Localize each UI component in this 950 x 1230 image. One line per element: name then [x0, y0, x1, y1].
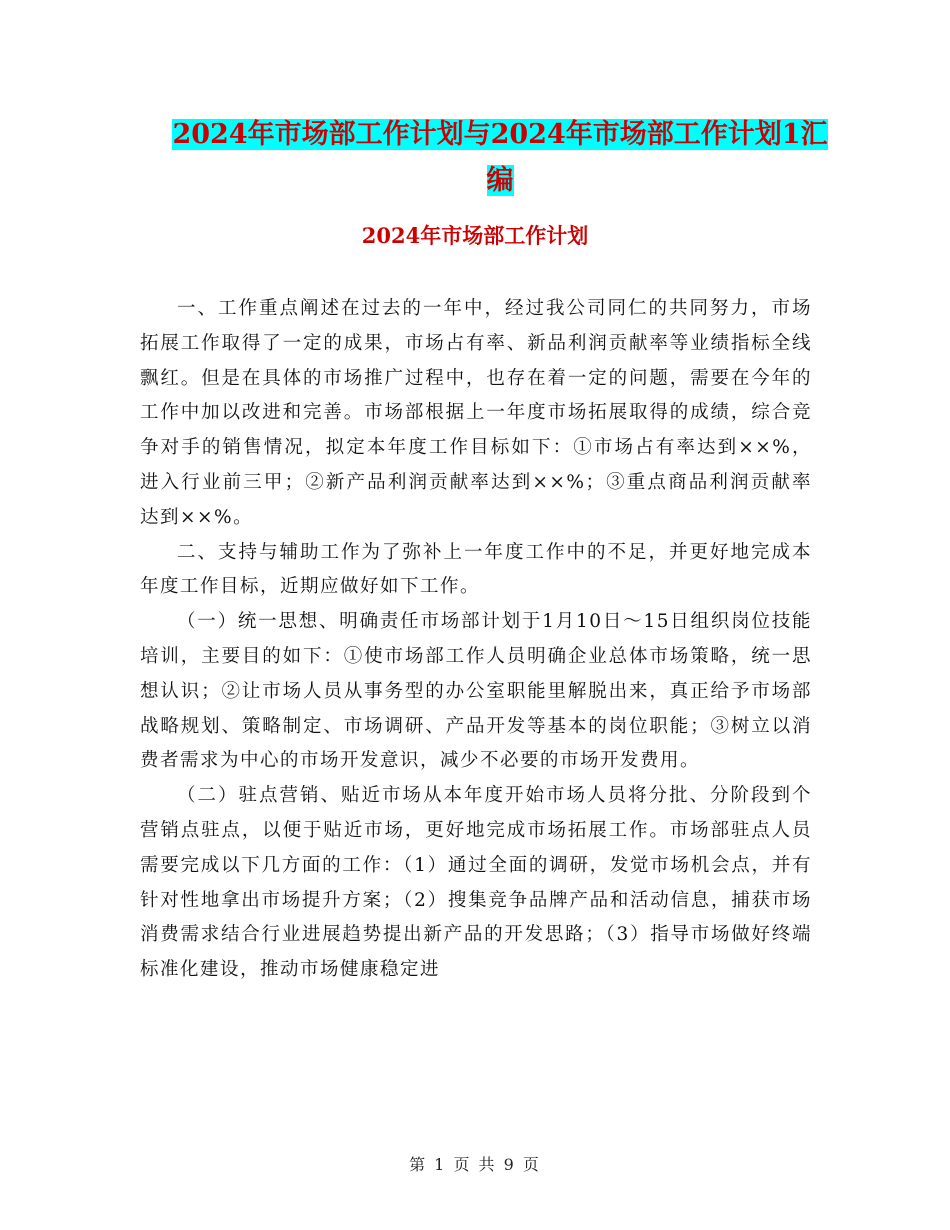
paragraph-1: 一、工作重点阐述在过去的一年中，经过我公司同仁的共同努力，市场拓展工作取得了一定的成果，市场占有率、新品利润贡献率等业绩指标全线飘红。但是在具体的市场推广过程中，也存在着一定的问题，需要在今年的工作中加以改进和完善。市场部根据上一年度市场拓展取得的成绩，综合竞争对手的销售情况，拟定本年度工作目标如下：①市场占有率达到××%，进入行业前三甲；②新产品利润贡献率达到××%；③重点商品利润贡献率达到××%。: [140, 298, 812, 528]
paragraph-2: 二、支持与辅助工作为了弥补上一年度工作中的不足，并更好地完成本年度工作目标，近期应做好如下工作。: [140, 541, 812, 598]
document-body: [140, 292, 812, 988]
document-title-line-2: 编: [486, 165, 514, 196]
page-footer: 第 1 页 共 9 页: [409, 1155, 541, 1174]
section-title: 2024年市场部工作计划: [361, 223, 589, 248]
paragraph-3: （一）统一思想、明确责任市场部计划于1月10日～15日组织岗位技能培训，主要目的如下：①使市场部工作人员明确企业总体市场策略，统一思想认识；②让市场人员从事务型的办公室职能里解脱出来，真正给予市场部战略规划、策略制定、市场调研、产品开发等基本的岗位职能；③树立以消费者需求为中心的市场开发意识，减少不必要的市场开发费用。: [140, 611, 812, 772]
paragraph-4: （二）驻点营销、贴近市场从本年度开始市场人员将分批、分阶段到个营销点驻点，以便于贴近市场，更好地完成市场拓展工作。市场部驻点人员需要完成以下几方面的工作：（1）通过全面的调研，发觉市场机会点，并有针对性地拿出市场提升方案；（2）搜集竞争品牌产品和活动信息，捕获市场消费需求结合行业进展趋势提出新产品的开发思路；（3）指导市场做好终端标准化建设，推动市场健康稳定进: [140, 785, 812, 981]
document-title-line-1: 2024年市场部工作计划与2024年市场部工作计划1汇: [172, 119, 828, 150]
document-title: [150, 112, 850, 204]
